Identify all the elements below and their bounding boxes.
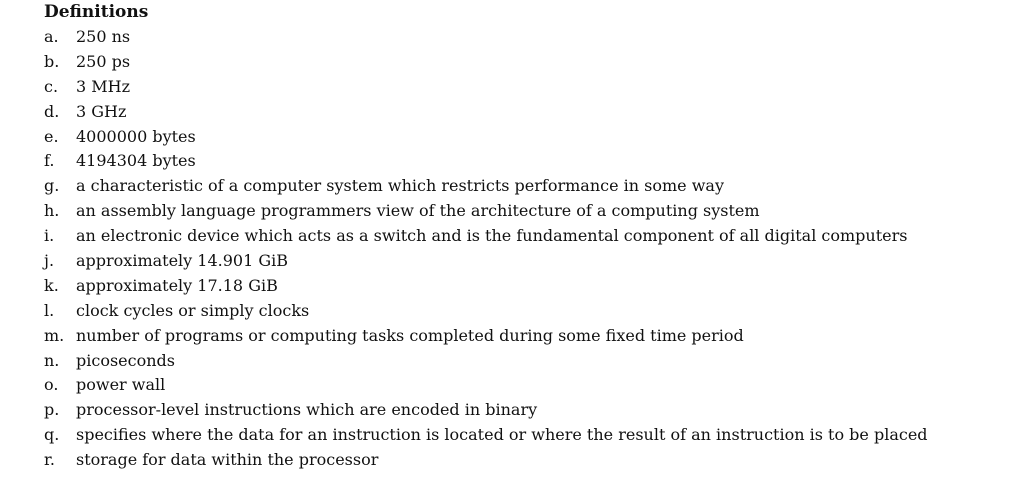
definitions-list (44, 25, 1004, 473)
item-letter: k. (44, 275, 59, 295)
item-letter: r. (44, 450, 55, 470)
item-letter: p. (44, 400, 60, 420)
item-letter: f. (44, 151, 55, 171)
item-letter: q. (44, 425, 60, 445)
list-item (44, 423, 1004, 448)
item-text: 250 ns (76, 27, 131, 46)
list-item (44, 299, 1004, 324)
item-letter: j. (44, 251, 55, 271)
list-item (44, 448, 1004, 473)
item-text: 4194304 bytes (76, 151, 196, 171)
item-letter: b. (44, 51, 60, 71)
item-text: 3 MHz (76, 76, 131, 96)
page-title: Definitions (44, 2, 149, 22)
list-item (44, 224, 1004, 249)
list-item (44, 174, 1004, 199)
item-letter: m. (44, 325, 65, 345)
item-text: number of programs or computing tasks completed during some fixed time period (76, 325, 744, 345)
list-item (44, 324, 1004, 349)
item-text: clock cycles or simply clocks (76, 300, 310, 320)
list-item (44, 149, 1004, 174)
list-item (44, 100, 1004, 125)
item-letter: l. (44, 300, 55, 320)
list-item (44, 25, 1004, 50)
item-letter: i. (44, 226, 55, 246)
item-text: approximately 14.901 GiB (76, 251, 289, 271)
item-letter: g. (44, 176, 60, 196)
list-item (44, 199, 1004, 224)
item-text: a characteristic of a computer system which restricts performance in some way (76, 176, 724, 196)
list-item (44, 125, 1004, 150)
list-item (44, 373, 1004, 398)
item-letter: e. (44, 126, 59, 146)
item-text: an electronic device which acts as a switch and is the fundamental component of all digital computers (76, 226, 908, 246)
item-letter: d. (44, 101, 60, 121)
list-item (44, 75, 1004, 100)
list-item (44, 249, 1004, 274)
item-letter: o. (44, 375, 59, 395)
item-text: an assembly language programmers view of the architecture of a computing system (76, 201, 760, 221)
list-item (44, 349, 1004, 374)
list-item (44, 274, 1004, 299)
item-text: picoseconds (76, 350, 175, 370)
item-text: storage for data within the processor (76, 450, 379, 470)
item-text: specifies where the data for an instruction is located or where the result of an instruction is to be placed (76, 425, 928, 445)
list-item (44, 398, 1004, 423)
item-text: power wall (76, 375, 166, 395)
list-item (44, 50, 1004, 75)
item-text: 250 ps (76, 51, 131, 71)
definitions-document (44, 0, 1004, 473)
item-letter: n. (44, 350, 60, 370)
item-letter: h. (44, 201, 60, 221)
item-text: approximately 17.18 GiB (76, 275, 278, 295)
item-text: processor-level instructions which are encoded in binary (76, 400, 538, 420)
item-text: 3 GHz (76, 101, 127, 121)
item-letter: c. (44, 76, 59, 96)
item-letter: a. (44, 27, 59, 46)
item-text: 4000000 bytes (76, 126, 196, 146)
